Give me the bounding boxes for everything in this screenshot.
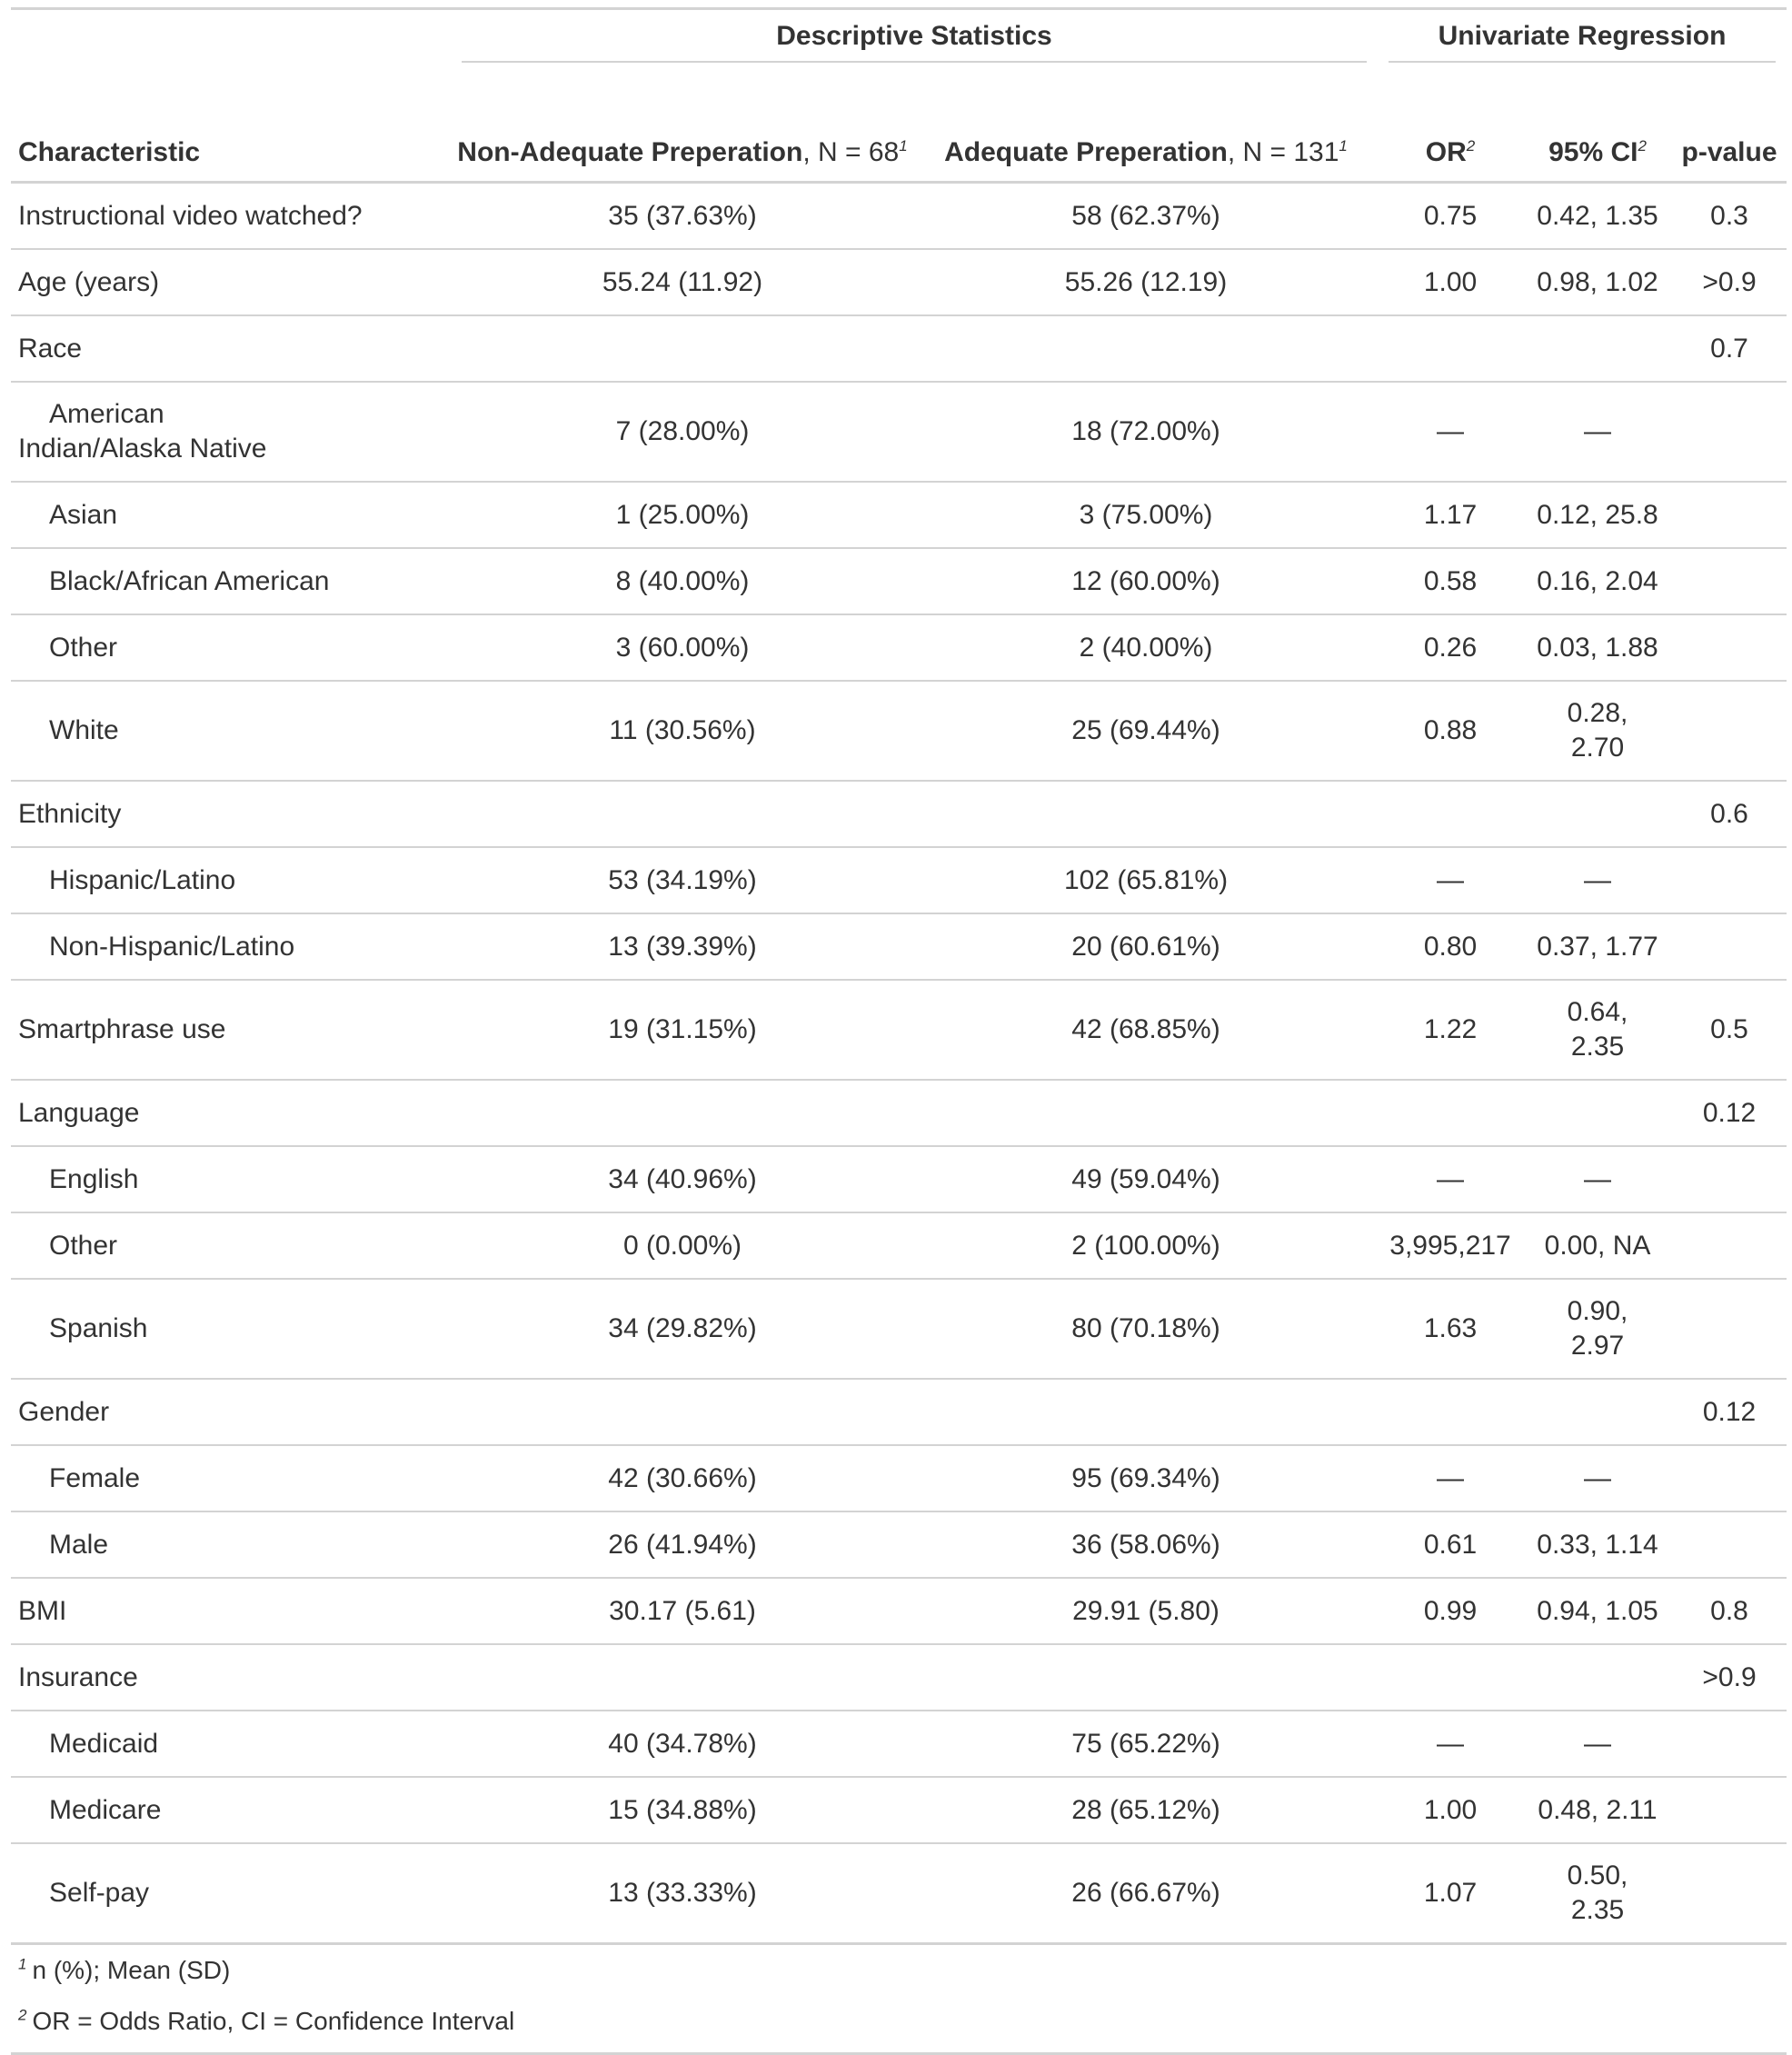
table-footnotes xyxy=(11,1945,1787,2055)
spanner-descriptive-statistics: Descriptive Statistics xyxy=(462,10,1367,63)
row-label: Language xyxy=(11,1080,451,1146)
footnote-mark-2: 2 xyxy=(1466,137,1476,155)
cell-p-value: 0.8 xyxy=(1672,1578,1787,1644)
cell-confidence-interval xyxy=(1523,781,1672,847)
cell-confidence-interval: — xyxy=(1523,847,1672,913)
cell-adequate xyxy=(914,1644,1378,1711)
cell-non-adequate: 0 (0.00%) xyxy=(451,1212,914,1279)
cell-non-adequate: 19 (31.15%) xyxy=(451,980,914,1080)
cell-odds-ratio: — xyxy=(1378,1711,1523,1777)
table-row xyxy=(11,1212,1787,1279)
row-label: Hispanic/Latino xyxy=(11,847,451,913)
cell-confidence-interval xyxy=(1523,1080,1672,1146)
cell-non-adequate: 8 (40.00%) xyxy=(451,548,914,614)
table-row xyxy=(11,1279,1787,1379)
cell-p-value xyxy=(1672,1777,1787,1843)
cell-p-value xyxy=(1672,1146,1787,1212)
row-label: Ethnicity xyxy=(11,781,451,847)
cell-confidence-interval: 0.03, 1.88 xyxy=(1523,614,1672,681)
cell-non-adequate xyxy=(451,1644,914,1711)
table-row xyxy=(11,1511,1787,1578)
cell-adequate: 18 (72.00%) xyxy=(914,382,1378,482)
spanner-row xyxy=(11,9,1787,64)
cell-non-adequate: 26 (41.94%) xyxy=(451,1511,914,1578)
cell-odds-ratio: 0.61 xyxy=(1378,1511,1523,1578)
table-body xyxy=(11,183,1787,1944)
row-label: Medicaid xyxy=(11,1711,451,1777)
cell-odds-ratio: 1.00 xyxy=(1378,249,1523,315)
cell-confidence-interval: — xyxy=(1523,1146,1672,1212)
cell-adequate: 26 (66.67%) xyxy=(914,1843,1378,1944)
table-row xyxy=(11,847,1787,913)
cell-p-value xyxy=(1672,847,1787,913)
cell-confidence-interval: 0.33, 1.14 xyxy=(1523,1511,1672,1578)
cell-adequate xyxy=(914,781,1378,847)
cell-p-value: >0.9 xyxy=(1672,1644,1787,1711)
table-row xyxy=(11,482,1787,548)
row-label: Male xyxy=(11,1511,451,1578)
cell-adequate: 28 (65.12%) xyxy=(914,1777,1378,1843)
cell-adequate xyxy=(914,1080,1378,1146)
cell-non-adequate xyxy=(451,781,914,847)
results-table-container xyxy=(11,7,1787,2055)
cell-p-value xyxy=(1672,1279,1787,1379)
cell-odds-ratio: — xyxy=(1378,847,1523,913)
row-label: English xyxy=(11,1146,451,1212)
cell-odds-ratio: 1.17 xyxy=(1378,482,1523,548)
cell-confidence-interval: 0.00, NA xyxy=(1523,1212,1672,1279)
row-label: White xyxy=(11,681,451,781)
row-label: Self-pay xyxy=(11,1843,451,1944)
col-non-adequate-title: Non-Adequate Preperation xyxy=(457,137,803,167)
spanner-empty xyxy=(11,9,451,64)
footnote-text: n (%); Mean (SD) xyxy=(32,1956,231,1984)
cell-odds-ratio: — xyxy=(1378,382,1523,482)
cell-confidence-interval: 0.48, 2.11 xyxy=(1523,1777,1672,1843)
cell-p-value xyxy=(1672,1511,1787,1578)
spanner-regression-cell xyxy=(1378,9,1787,64)
cell-odds-ratio: 1.63 xyxy=(1378,1279,1523,1379)
row-label: Gender xyxy=(11,1379,451,1445)
table-row xyxy=(11,1146,1787,1212)
cell-non-adequate: 1 (25.00%) xyxy=(451,482,914,548)
cell-adequate: 58 (62.37%) xyxy=(914,183,1378,250)
cell-odds-ratio: 0.75 xyxy=(1378,183,1523,250)
cell-odds-ratio: 0.88 xyxy=(1378,681,1523,781)
cell-adequate: 25 (69.44%) xyxy=(914,681,1378,781)
cell-adequate: 55.26 (12.19) xyxy=(914,249,1378,315)
table-row xyxy=(11,980,1787,1080)
col-non-adequate xyxy=(451,63,914,183)
cell-non-adequate: 13 (39.39%) xyxy=(451,913,914,980)
footnote-mark-2: 2 xyxy=(1638,137,1647,155)
col-adequate-n: , N = 131 xyxy=(1227,137,1339,167)
table-row xyxy=(11,382,1787,482)
row-label: Age (years) xyxy=(11,249,451,315)
row-label: Spanish xyxy=(11,1279,451,1379)
table-row xyxy=(11,1711,1787,1777)
row-label: Instructional video watched? xyxy=(11,183,451,250)
row-label: Asian xyxy=(11,482,451,548)
footnote xyxy=(11,1996,1787,2047)
table-row xyxy=(11,1578,1787,1644)
cell-p-value: 0.7 xyxy=(1672,315,1787,382)
cell-odds-ratio xyxy=(1378,315,1523,382)
cell-confidence-interval: 0.16, 2.04 xyxy=(1523,548,1672,614)
cell-adequate: 49 (59.04%) xyxy=(914,1146,1378,1212)
table-row xyxy=(11,1644,1787,1711)
cell-adequate: 95 (69.34%) xyxy=(914,1445,1378,1511)
cell-odds-ratio xyxy=(1378,1080,1523,1146)
row-label: Race xyxy=(11,315,451,382)
spanner-univariate-regression: Univariate Regression xyxy=(1389,10,1776,63)
cell-non-adequate: 15 (34.88%) xyxy=(451,1777,914,1843)
cell-p-value: 0.12 xyxy=(1672,1080,1787,1146)
cell-non-adequate xyxy=(451,315,914,382)
cell-confidence-interval: 0.42, 1.35 xyxy=(1523,183,1672,250)
cell-adequate: 80 (70.18%) xyxy=(914,1279,1378,1379)
footnote-mark: 2 xyxy=(18,2006,27,2024)
cell-confidence-interval: 0.50, 2.35 xyxy=(1523,1843,1672,1944)
cell-odds-ratio xyxy=(1378,1644,1523,1711)
row-label: Black/African American xyxy=(11,548,451,614)
cell-odds-ratio: — xyxy=(1378,1146,1523,1212)
cell-odds-ratio: 1.00 xyxy=(1378,1777,1523,1843)
column-header-row xyxy=(11,63,1787,183)
cell-confidence-interval xyxy=(1523,315,1672,382)
cell-non-adequate: 7 (28.00%) xyxy=(451,382,914,482)
cell-odds-ratio: 0.80 xyxy=(1378,913,1523,980)
cell-adequate: 3 (75.00%) xyxy=(914,482,1378,548)
cell-non-adequate: 53 (34.19%) xyxy=(451,847,914,913)
row-label: Other xyxy=(11,1212,451,1279)
table-row xyxy=(11,249,1787,315)
cell-confidence-interval: — xyxy=(1523,1711,1672,1777)
col-non-adequate-n: , N = 68 xyxy=(802,137,900,167)
cell-odds-ratio: 0.58 xyxy=(1378,548,1523,614)
cell-confidence-interval: — xyxy=(1523,382,1672,482)
cell-adequate: 42 (68.85%) xyxy=(914,980,1378,1080)
row-label: Smartphrase use xyxy=(11,980,451,1080)
footnote-mark: 1 xyxy=(18,1955,27,1973)
row-label: Non-Hispanic/Latino xyxy=(11,913,451,980)
cell-non-adequate: 55.24 (11.92) xyxy=(451,249,914,315)
cell-odds-ratio: 0.99 xyxy=(1378,1578,1523,1644)
row-label: Insurance xyxy=(11,1644,451,1711)
footnote xyxy=(11,1945,1787,1996)
cell-non-adequate: 35 (37.63%) xyxy=(451,183,914,250)
cell-confidence-interval xyxy=(1523,1644,1672,1711)
cell-non-adequate: 11 (30.56%) xyxy=(451,681,914,781)
cell-non-adequate: 40 (34.78%) xyxy=(451,1711,914,1777)
cell-adequate: 2 (100.00%) xyxy=(914,1212,1378,1279)
row-label: Female xyxy=(11,1445,451,1511)
table-row xyxy=(11,183,1787,250)
col-adequate-title: Adequate Preperation xyxy=(944,137,1228,167)
table-row xyxy=(11,1080,1787,1146)
spanner-descriptive-cell xyxy=(451,9,1378,64)
cell-adequate: 75 (65.22%) xyxy=(914,1711,1378,1777)
row-label: American Indian/Alaska Native xyxy=(11,382,451,482)
cell-non-adequate: 42 (30.66%) xyxy=(451,1445,914,1511)
cell-p-value xyxy=(1672,548,1787,614)
cell-p-value xyxy=(1672,913,1787,980)
table-row xyxy=(11,1445,1787,1511)
row-label: BMI xyxy=(11,1578,451,1644)
cell-adequate xyxy=(914,315,1378,382)
col-adequate xyxy=(914,63,1378,183)
cell-confidence-interval: 0.94, 1.05 xyxy=(1523,1578,1672,1644)
col-p-value: p-value xyxy=(1672,63,1787,183)
table-row xyxy=(11,1777,1787,1843)
cell-p-value: 0.3 xyxy=(1672,183,1787,250)
cell-non-adequate: 30.17 (5.61) xyxy=(451,1578,914,1644)
cell-p-value: >0.9 xyxy=(1672,249,1787,315)
cell-p-value xyxy=(1672,482,1787,548)
cell-confidence-interval: 0.37, 1.77 xyxy=(1523,913,1672,980)
cell-p-value xyxy=(1672,681,1787,781)
cell-odds-ratio: 1.22 xyxy=(1378,980,1523,1080)
row-label: Other xyxy=(11,614,451,681)
table-row xyxy=(11,681,1787,781)
cell-p-value xyxy=(1672,1445,1787,1511)
cell-adequate: 20 (60.61%) xyxy=(914,913,1378,980)
cell-non-adequate: 13 (33.33%) xyxy=(451,1843,914,1944)
cell-odds-ratio xyxy=(1378,1379,1523,1445)
cell-confidence-interval: 0.12, 25.8 xyxy=(1523,482,1672,548)
cell-p-value: 0.12 xyxy=(1672,1379,1787,1445)
cell-p-value xyxy=(1672,1711,1787,1777)
cell-odds-ratio: 0.26 xyxy=(1378,614,1523,681)
col-confidence-interval xyxy=(1523,63,1672,183)
cell-confidence-interval xyxy=(1523,1379,1672,1445)
cell-confidence-interval: 0.28, 2.70 xyxy=(1523,681,1672,781)
cell-adequate: 36 (58.06%) xyxy=(914,1511,1378,1578)
cell-adequate xyxy=(914,1379,1378,1445)
table-row xyxy=(11,913,1787,980)
cell-confidence-interval: — xyxy=(1523,1445,1672,1511)
footnote-text: OR = Odds Ratio, CI = Confidence Interval xyxy=(32,2007,515,2035)
cell-confidence-interval: 0.90, 2.97 xyxy=(1523,1279,1672,1379)
cell-non-adequate: 3 (60.00%) xyxy=(451,614,914,681)
cell-adequate: 12 (60.00%) xyxy=(914,548,1378,614)
cell-p-value: 0.6 xyxy=(1672,781,1787,847)
cell-adequate: 102 (65.81%) xyxy=(914,847,1378,913)
results-table xyxy=(11,7,1787,1945)
table-row xyxy=(11,1379,1787,1445)
cell-odds-ratio xyxy=(1378,781,1523,847)
col-odds-ratio xyxy=(1378,63,1523,183)
cell-confidence-interval: 0.98, 1.02 xyxy=(1523,249,1672,315)
cell-p-value xyxy=(1672,614,1787,681)
footnote-mark-1: 1 xyxy=(1339,137,1348,155)
cell-p-value: 0.5 xyxy=(1672,980,1787,1080)
table-row xyxy=(11,315,1787,382)
cell-non-adequate: 34 (29.82%) xyxy=(451,1279,914,1379)
col-or-label: OR xyxy=(1425,137,1467,167)
cell-non-adequate xyxy=(451,1379,914,1445)
cell-non-adequate: 34 (40.96%) xyxy=(451,1146,914,1212)
table-row xyxy=(11,548,1787,614)
cell-adequate: 29.91 (5.80) xyxy=(914,1578,1378,1644)
table-row xyxy=(11,1843,1787,1944)
table-row xyxy=(11,614,1787,681)
cell-p-value xyxy=(1672,382,1787,482)
col-ci-label: 95% CI xyxy=(1548,137,1638,167)
cell-odds-ratio: 1.07 xyxy=(1378,1843,1523,1944)
cell-non-adequate xyxy=(451,1080,914,1146)
col-characteristic: Characteristic xyxy=(11,63,451,183)
cell-p-value xyxy=(1672,1212,1787,1279)
table-row xyxy=(11,781,1787,847)
cell-odds-ratio: 3,995,217 xyxy=(1378,1212,1523,1279)
cell-p-value xyxy=(1672,1843,1787,1944)
footnote-mark-1: 1 xyxy=(899,137,908,155)
row-label: Medicare xyxy=(11,1777,451,1843)
cell-adequate: 2 (40.00%) xyxy=(914,614,1378,681)
cell-confidence-interval: 0.64, 2.35 xyxy=(1523,980,1672,1080)
cell-odds-ratio: — xyxy=(1378,1445,1523,1511)
